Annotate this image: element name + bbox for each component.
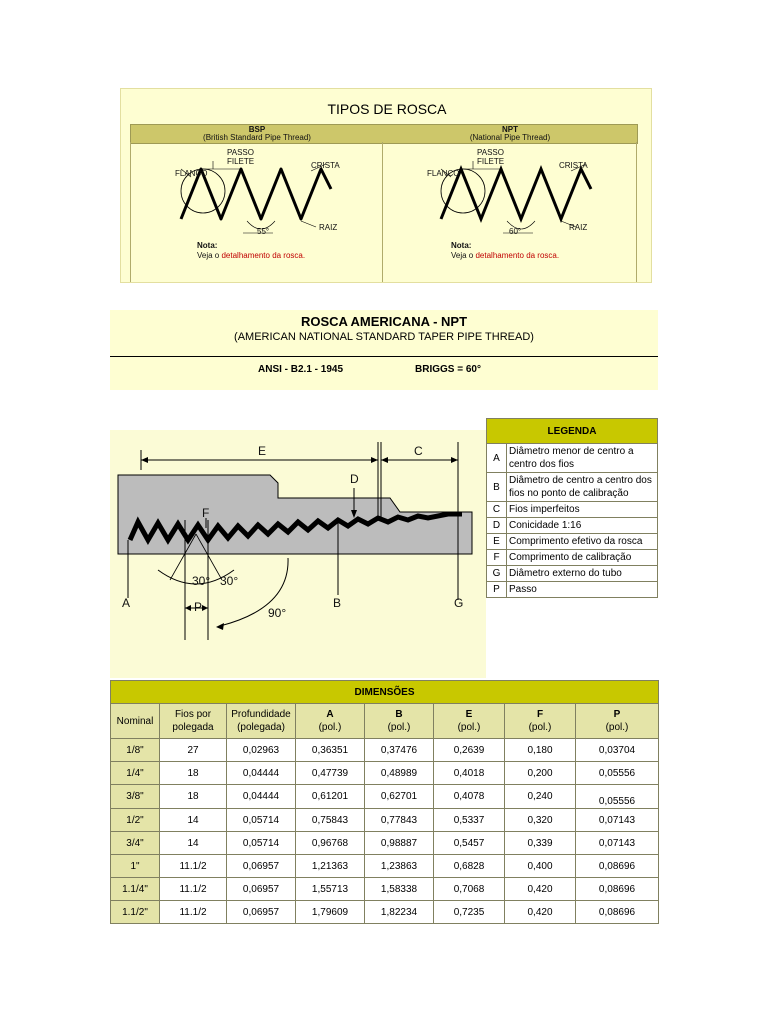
- label-p: P: [194, 600, 203, 614]
- table-row: [111, 762, 659, 785]
- figure-divider: [382, 142, 383, 282]
- angle-left-label: 30°: [192, 574, 211, 588]
- npt-flanco-label: FLANCO: [427, 169, 460, 178]
- col-header-line: E: [465, 709, 473, 720]
- npt-header-block: [110, 310, 658, 390]
- npt-note-link[interactable]: detalhamento da rosca.: [475, 251, 560, 260]
- cell: 11.1/2: [160, 878, 227, 901]
- legend-row-c: [487, 502, 658, 518]
- cell: 18: [160, 785, 227, 809]
- cell: 0,05714: [227, 832, 296, 855]
- figure-header-row: [130, 124, 638, 144]
- npt-crista-label: CRISTA: [559, 161, 588, 170]
- cell: 14: [160, 809, 227, 832]
- cell-nominal: 3/8": [111, 785, 160, 809]
- cell: 0,4018: [434, 762, 505, 785]
- cell-nominal: 1.1/4": [111, 878, 160, 901]
- bsp-code: BSP: [248, 125, 266, 134]
- cell: 27: [160, 739, 227, 762]
- label-a: A: [122, 596, 131, 610]
- cell: 1,58338: [365, 878, 434, 901]
- cell: 0,4078: [434, 785, 505, 809]
- col-header-line: (pol.): [387, 722, 411, 733]
- cell: 0,06957: [227, 855, 296, 878]
- cell: 0,05556: [576, 762, 659, 785]
- npt-header: [384, 126, 636, 142]
- bsp-flanco-label: FLANCO: [175, 169, 208, 178]
- cell: 1,23863: [365, 855, 434, 878]
- label-f: F: [202, 506, 210, 520]
- legend-letter: C: [487, 502, 507, 518]
- npt-angle-label: 60°: [509, 227, 522, 236]
- bsp-note: [197, 241, 305, 261]
- angle-right-label: 30°: [220, 574, 239, 588]
- legend-row-d: [487, 518, 658, 534]
- cell: 1,82234: [365, 901, 434, 924]
- col-header-a: [296, 704, 365, 739]
- npt-thread-diagram: [110, 430, 486, 678]
- cell: 0,339: [505, 832, 576, 855]
- cell-nominal: 1/2": [111, 809, 160, 832]
- cell: 0,7068: [434, 878, 505, 901]
- col-header-profundidade: [227, 704, 296, 739]
- cell: 0,05714: [227, 809, 296, 832]
- legend-description: Diâmetro de centro a centro dos fios no ponto de calibração: [507, 473, 658, 502]
- cell: 0,08696: [576, 855, 659, 878]
- figure-border-right: [636, 142, 637, 282]
- figure-title: TIPOS DE ROSCA: [327, 101, 447, 117]
- label-c: C: [414, 444, 423, 458]
- cell: 0,5337: [434, 809, 505, 832]
- ansi-standard: ANSI - B2.1 - 1945: [258, 364, 344, 375]
- col-header-line: B: [395, 709, 403, 720]
- cell: 0,400: [505, 855, 576, 878]
- cell: 18: [160, 762, 227, 785]
- cell: 0,6828: [434, 855, 505, 878]
- legend-letter: D: [487, 518, 507, 534]
- npt-title: ROSCA AMERICANA - NPT: [300, 314, 468, 329]
- bsp-filete-label: FILETE: [227, 157, 255, 166]
- bsp-note-title: Nota:: [197, 241, 218, 250]
- cell-nominal: 1": [111, 855, 160, 878]
- legend-row-p: [487, 582, 658, 598]
- legend-letter: A: [487, 444, 507, 473]
- cell: 0,240: [505, 785, 576, 809]
- col-header-nominal: Nominal: [111, 704, 160, 739]
- dimensions-title-row: [111, 681, 659, 704]
- table-row: [111, 832, 659, 855]
- cell: 0,07143: [576, 809, 659, 832]
- table-row: [111, 855, 659, 878]
- col-header-line: (pol.): [528, 722, 552, 733]
- table-row: [111, 809, 659, 832]
- cell: 0,07143: [576, 832, 659, 855]
- thread-types-figure: [120, 88, 652, 283]
- legend-letter: G: [487, 566, 507, 582]
- bsp-crista-label: CRISTA: [311, 161, 340, 170]
- npt-code: NPT: [502, 125, 518, 134]
- col-header-f: [505, 704, 576, 739]
- cell: 0,06957: [227, 878, 296, 901]
- legend-description: Diâmetro menor de centro a centro dos fios: [507, 444, 658, 473]
- cell-nominal: 1/4": [111, 762, 160, 785]
- col-header-p: [576, 704, 659, 739]
- npt-thread-drawing: [421, 149, 631, 244]
- bsp-note-link[interactable]: detalhamento da rosca.: [221, 251, 306, 260]
- col-header-line: (pol.): [318, 722, 342, 733]
- cell: 0,37476: [365, 739, 434, 762]
- legend-row-b: [487, 473, 658, 502]
- col-header-line: polegada: [172, 722, 214, 733]
- cell: 0,05556: [576, 785, 659, 809]
- cell: 0,77843: [365, 809, 434, 832]
- cell: 0,36351: [296, 739, 365, 762]
- npt-subtitle: (AMERICAN NATIONAL STANDARD TAPER PIPE THREAD): [234, 331, 534, 343]
- npt-note-title: Nota:: [451, 241, 472, 250]
- col-header-line: (polegada): [237, 722, 285, 733]
- col-header-line: (pol.): [605, 722, 629, 733]
- cell: 1,79609: [296, 901, 365, 924]
- label-d: D: [350, 472, 359, 486]
- cell: 11.1/2: [160, 855, 227, 878]
- table-row: [111, 878, 659, 901]
- col-header-line: P: [613, 709, 621, 720]
- figure-border-left: [130, 142, 131, 282]
- legend-letter: E: [487, 534, 507, 550]
- cell: 0,7235: [434, 901, 505, 924]
- table-row: [111, 785, 659, 809]
- cell: 0,420: [505, 878, 576, 901]
- label-e: E: [258, 444, 267, 458]
- table-row: [111, 901, 659, 924]
- cell: 0,75843: [296, 809, 365, 832]
- legend-description: Comprimento de calibração: [507, 550, 658, 566]
- table-row: [111, 739, 659, 762]
- cell: 0,04444: [227, 762, 296, 785]
- npt-divider: [110, 356, 658, 357]
- npt-raiz-label: RAIZ: [569, 223, 588, 232]
- cell: 0,5457: [434, 832, 505, 855]
- npt-note-text: Veja o: [451, 251, 474, 260]
- cell: 0,06957: [227, 901, 296, 924]
- npt-passo-label: PASSO: [477, 148, 504, 157]
- legend-header-row: [487, 419, 658, 444]
- cell: 0,320: [505, 809, 576, 832]
- cell: 0,200: [505, 762, 576, 785]
- cell: 1,55713: [296, 878, 365, 901]
- legend-letter: F: [487, 550, 507, 566]
- cell: 0,47739: [296, 762, 365, 785]
- legend-row-f: [487, 550, 658, 566]
- legend-row-a: [487, 444, 658, 473]
- legend-description: Fios imperfeitos: [507, 502, 658, 518]
- legend-letter: B: [487, 473, 507, 502]
- cell-nominal: 3/4": [111, 832, 160, 855]
- cell: 0,98887: [365, 832, 434, 855]
- cell: 0,48989: [365, 762, 434, 785]
- cell: 0,03704: [576, 739, 659, 762]
- npt-filete-label: FILETE: [477, 157, 505, 166]
- legend-title: LEGENDA: [487, 419, 658, 444]
- dimensions-title: DIMENSÕES: [111, 681, 659, 704]
- col-header-b: [365, 704, 434, 739]
- npt-note: [451, 241, 559, 261]
- cell: 0,2639: [434, 739, 505, 762]
- bsp-angle-label: 55°: [257, 227, 270, 236]
- cell: 0,08696: [576, 878, 659, 901]
- cell: 0,62701: [365, 785, 434, 809]
- col-header-line: Fios por: [174, 709, 212, 720]
- legend-row-e: [487, 534, 658, 550]
- dimensions-table: [110, 680, 659, 924]
- cell: 0,420: [505, 901, 576, 924]
- cell-nominal: 1.1/2": [111, 901, 160, 924]
- dimensions-header-row: [111, 704, 659, 739]
- angle-90-label: 90°: [268, 606, 287, 620]
- cell: 0,08696: [576, 901, 659, 924]
- cell: 0,04444: [227, 785, 296, 809]
- cell: 0,96768: [296, 832, 365, 855]
- npt-name: (National Pipe Thread): [469, 133, 551, 142]
- legend-table: [486, 418, 658, 598]
- bsp-passo-label: PASSO: [227, 148, 254, 157]
- bsp-header: [131, 126, 383, 142]
- legend-description: Diâmetro externo do tubo: [507, 566, 658, 582]
- cell: 11.1/2: [160, 901, 227, 924]
- cell: 0,180: [505, 739, 576, 762]
- legend-row-g: [487, 566, 658, 582]
- label-g: G: [454, 596, 464, 610]
- col-header-fios: [160, 704, 227, 739]
- col-header-line: F: [536, 709, 544, 720]
- cell-nominal: 1/8": [111, 739, 160, 762]
- cell: 0,61201: [296, 785, 365, 809]
- legend-description: Passo: [507, 582, 658, 598]
- col-header-line: Profundidade: [231, 709, 291, 720]
- col-header-line: A: [326, 709, 334, 720]
- legend-letter: P: [487, 582, 507, 598]
- npt-diagram-drawing: [110, 430, 486, 678]
- col-header-line: (pol.): [457, 722, 481, 733]
- cell: 1,21363: [296, 855, 365, 878]
- legend-description: Comprimento efetivo da rosca: [507, 534, 658, 550]
- label-b: B: [333, 596, 342, 610]
- cell: 0,02963: [227, 739, 296, 762]
- legend-description: Conicidade 1:16: [507, 518, 658, 534]
- col-header-e: [434, 704, 505, 739]
- bsp-note-text: Veja o: [197, 251, 220, 260]
- bsp-name: (British Standard Pipe Thread): [203, 133, 311, 142]
- briggs-angle: BRIGGS = 60°: [415, 364, 481, 375]
- bsp-raiz-label: RAIZ: [319, 223, 338, 232]
- cell: 14: [160, 832, 227, 855]
